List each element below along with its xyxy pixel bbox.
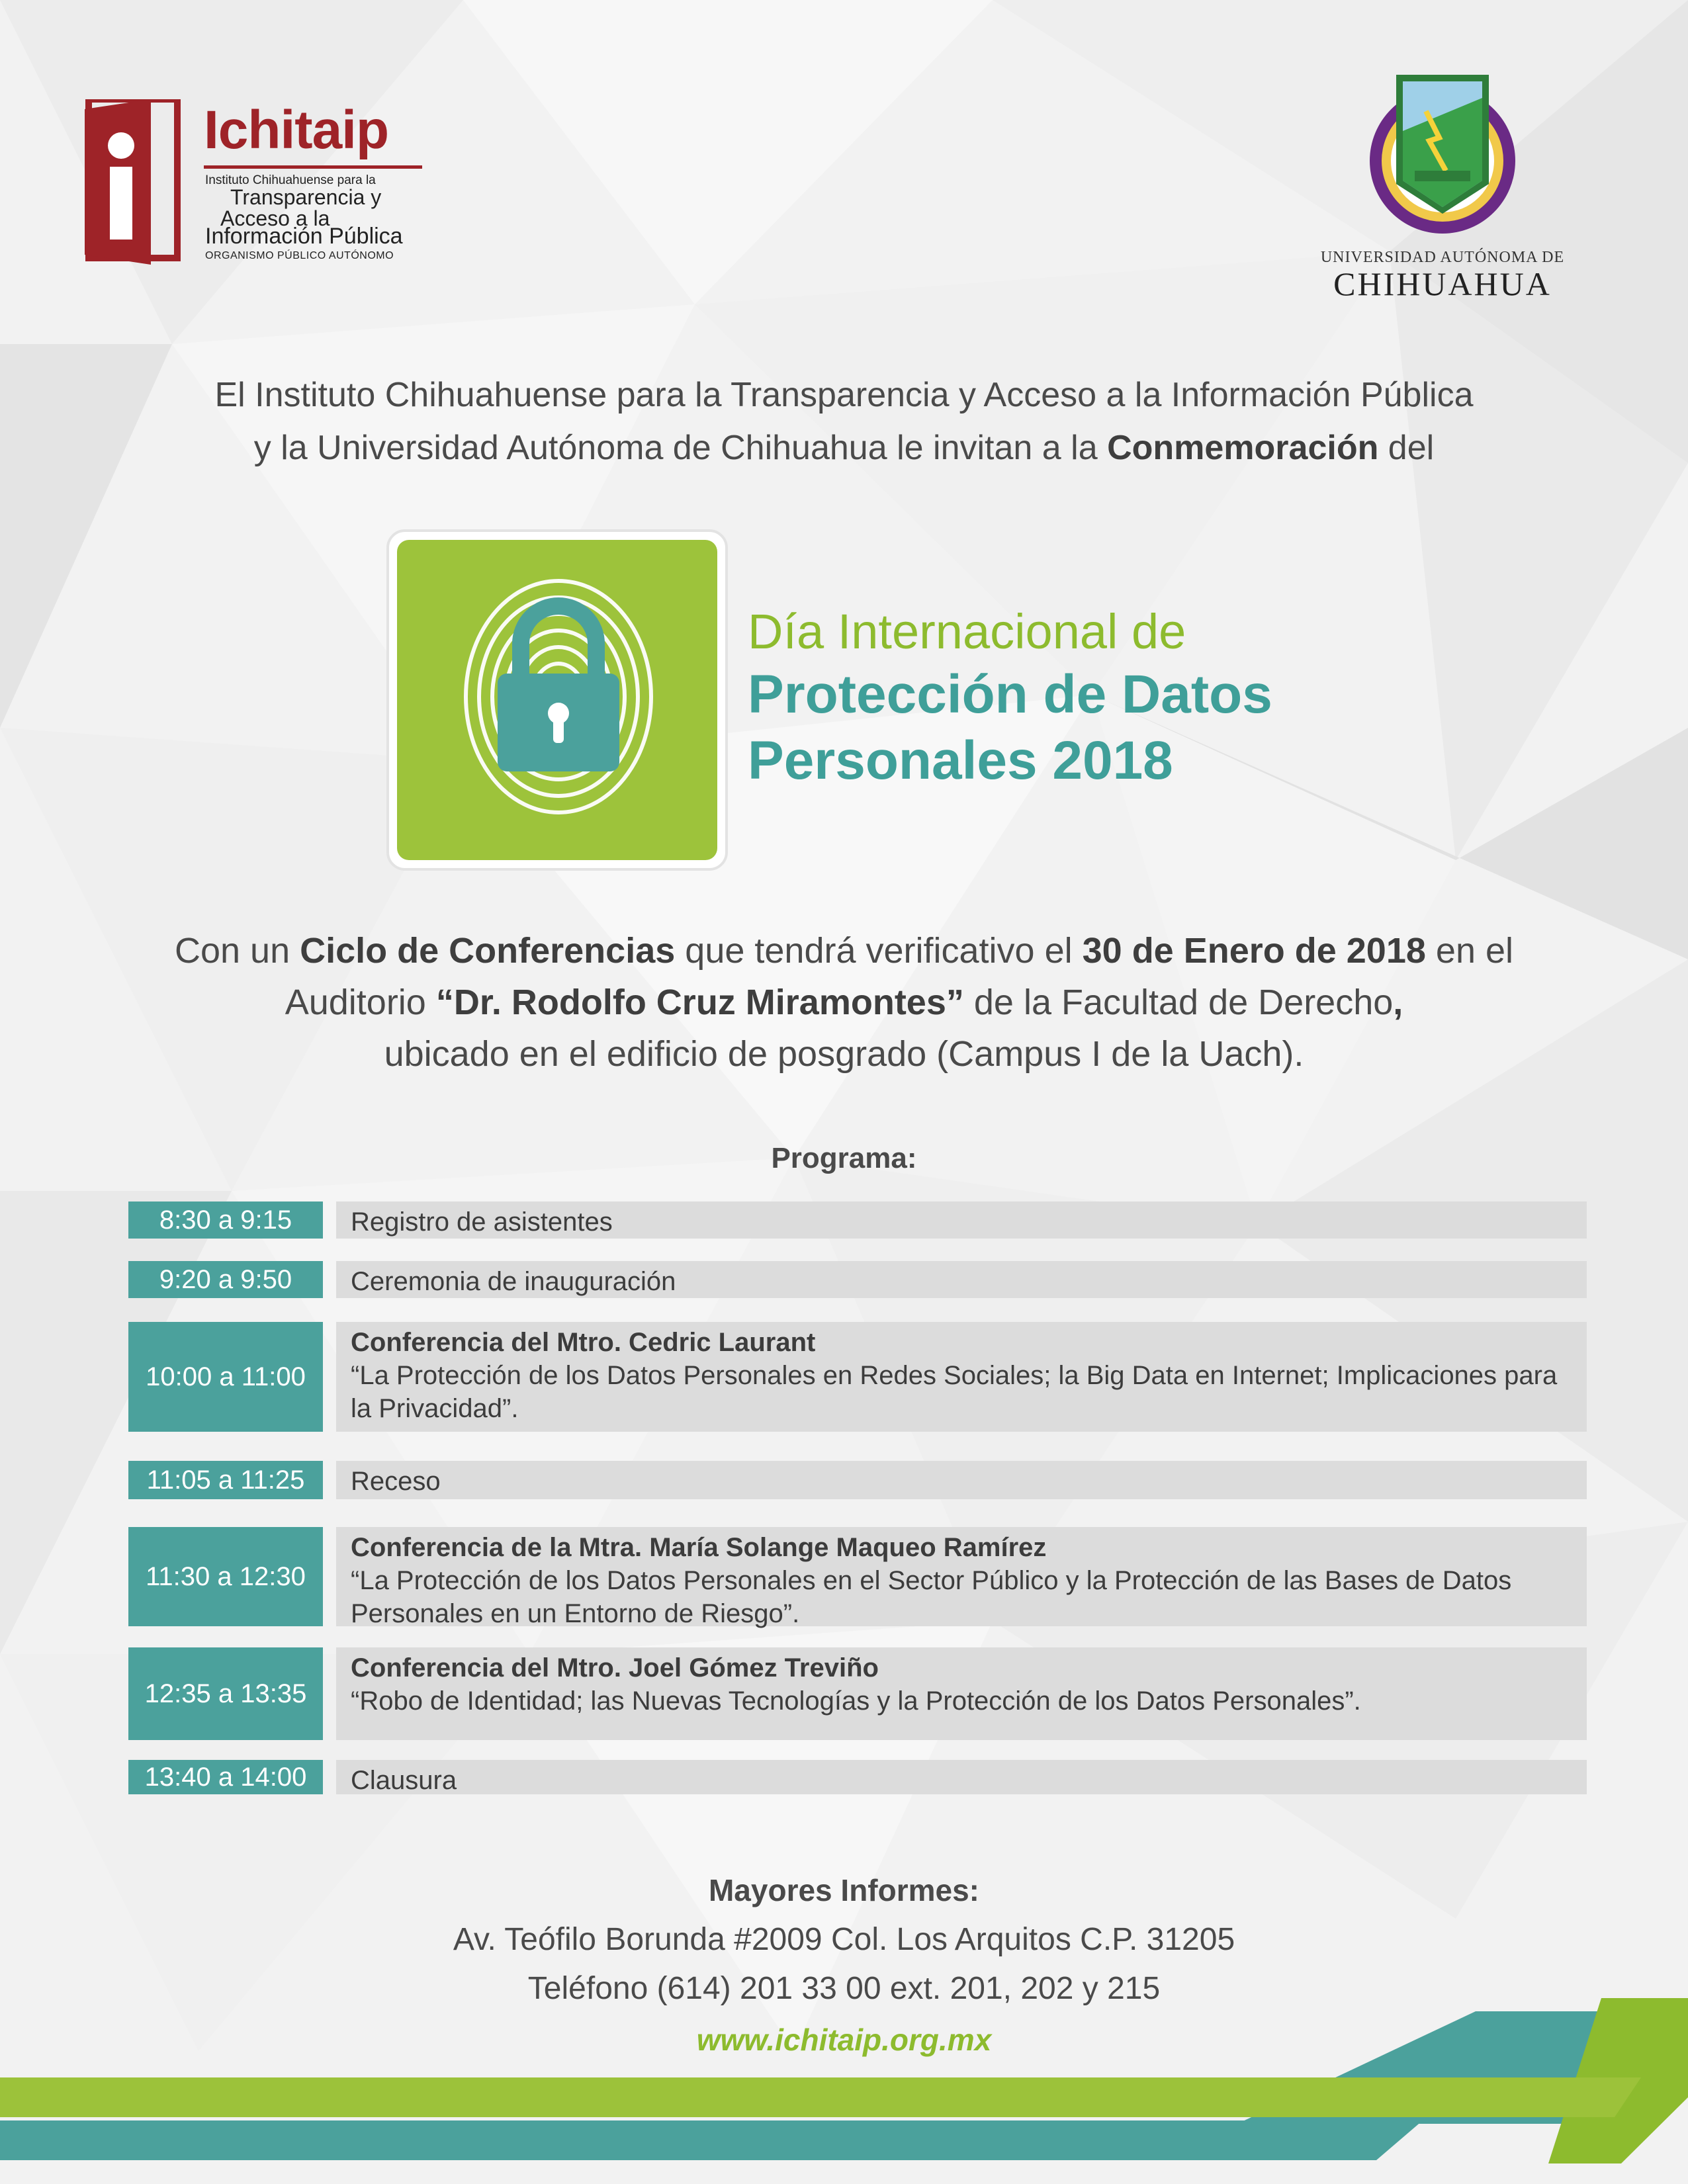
event-title-line1: Día Internacional de [748,604,1186,659]
desc-bold-cycle: Ciclo de Conferencias [300,931,676,971]
programa-title: Programa: [771,1142,917,1174]
schedule-talk: Registro de asistentes [351,1207,613,1237]
desc-text: ubicado en el edificio de posgrado (Campus I de la Uach). [384,1034,1304,1074]
schedule-talk: “La Protección de los Datos Personales en el Sector Público y la Protección de las Bases de Datos Personales en un Entorno de Riesgo”. [351,1566,1512,1628]
desc-text: en el [1425,931,1514,971]
schedule-row [128,1261,1587,1298]
description-line-2 [0,977,1688,1028]
ichitaip-line2: Transparencia y [230,185,382,209]
event-title-line3: Personales 2018 [748,730,1173,791]
schedule-time: 11:05 a 11:25 [128,1461,323,1499]
desc-text: que tendrá verificativo el [675,931,1083,971]
schedule-description [336,1527,1587,1626]
desc-bold-auditorium: “Dr. Rodolfo Cruz Miramontes” [435,983,964,1022]
uach-name-line2: CHIHUAHUA [1333,265,1552,302]
ichitaip-line3: Acceso a la [220,206,330,230]
intro-text-1: El Instituto Chihuahuense para la Transparencia y Acceso a la Información Pública [214,376,1474,414]
desc-bold-comma: , [1393,983,1403,1022]
desc-text: de la Facultad de Derecho [963,983,1394,1022]
schedule-time: 9:20 a 9:50 [128,1261,323,1298]
schedule-talk: “Robo de Identidad; las Nuevas Tecnologías y la Protección de los Datos Personales”. [351,1686,1361,1716]
schedule-row [128,1201,1587,1239]
schedule-speaker: Conferencia del Mtro. Cedric Laurant [351,1328,816,1357]
desc-text: Auditorio [285,983,436,1022]
intro-line-2 [0,422,1688,474]
desc-bold-date: 30 de Enero de 2018 [1082,931,1426,971]
desc-text: Con un [174,931,300,971]
uach-logo [1317,71,1568,302]
schedule-description [336,1261,1587,1298]
schedule-speaker: Conferencia del Mtro. Joel Gómez Treviño [351,1653,879,1682]
address-text: Av. Teófilo Borunda #2009 Col. Los Arquitos C.P. 31205 [453,1922,1235,1957]
schedule-description [336,1647,1587,1740]
schedule-description [336,1461,1587,1499]
uach-seal-icon [1363,71,1522,237]
schedule-description [336,1760,1587,1794]
schedule-description [336,1201,1587,1239]
intro-text-2a: y la Universidad Autónoma de Chihuahua le invitan a la [253,429,1108,467]
schedule-talk: “La Protección de los Datos Personales en Redes Sociales; la Big Data en Internet; Implicaciones para la Privacidad”. [351,1361,1558,1423]
intro-line-1 [0,369,1688,421]
schedule-row [128,1647,1587,1740]
schedule-row [128,1322,1587,1432]
ichitaip-line5: ORGANISMO PÚBLICO AUTÓNOMO [205,250,394,261]
ichitaip-logo [85,99,429,265]
ichitaip-line1: Instituto Chihuahuense para la [205,173,376,187]
schedule-row [128,1527,1587,1626]
schedule-talk: Ceremonia de inauguración [351,1267,676,1296]
schedule-row [128,1760,1587,1794]
informes-heading: Mayores Informes: [708,1873,979,1907]
ichitaip-line4: Información Pública [205,224,403,249]
schedule-time: 12:35 a 13:35 [128,1647,323,1740]
fingerprint-lock-icon [385,528,729,872]
website-link[interactable]: www.ichitaip.org.mx [696,2023,992,2057]
schedule-time: 13:40 a 14:00 [128,1760,323,1794]
intro-text-2c: del [1378,429,1435,467]
brand-underline [204,165,422,169]
schedule-time: 10:00 a 11:00 [128,1322,323,1432]
schedule-time: 11:30 a 12:30 [128,1527,323,1626]
event-title-line2: Protección de Datos [748,664,1272,724]
intro-text-2b: Conmemoración [1107,429,1379,467]
uach-name-line1: UNIVERSIDAD AUTÓNOMA DE [1320,249,1565,266]
phone-text: Teléfono (614) 201 33 00 ext. 201, 202 y 215 [527,1971,1161,2006]
schedule-time: 8:30 a 9:15 [128,1201,323,1239]
schedule-speaker: Conferencia de la Mtra. María Solange Maqueo Ramírez [351,1533,1047,1562]
description-line-1 [0,925,1688,977]
description-line-3 [0,1028,1688,1080]
schedule-description [336,1322,1587,1432]
ichitaip-brand: Ichitaip [204,100,389,160]
schedule-talk: Receso [351,1467,441,1496]
schedule-row [128,1461,1587,1499]
schedule-talk: Clausura [351,1766,457,1795]
event-description [0,925,1688,1080]
door-i-icon [85,99,197,265]
